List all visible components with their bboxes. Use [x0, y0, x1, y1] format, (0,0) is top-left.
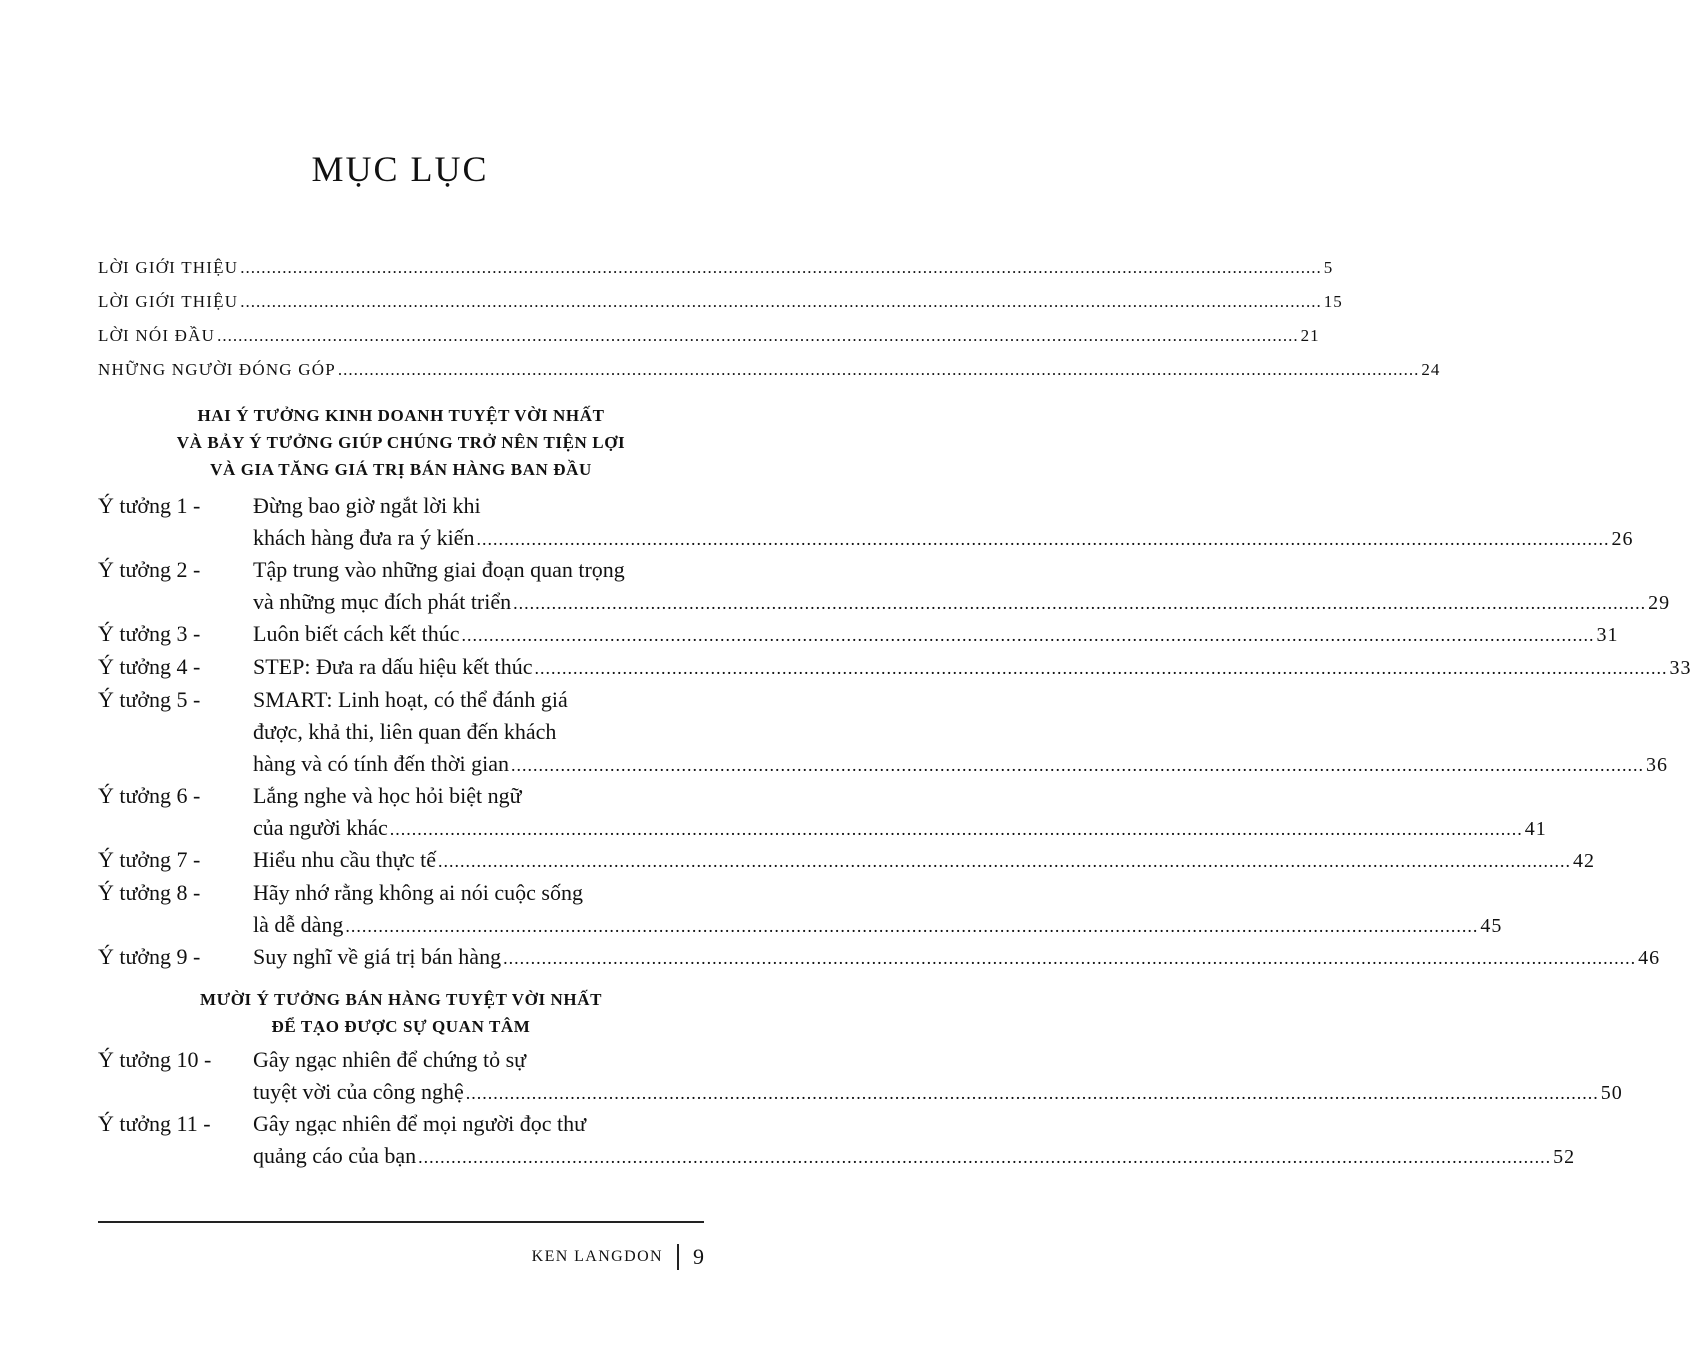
toc-page-number: 21 [1300, 326, 1320, 345]
toc-page-number: 33 [1669, 657, 1692, 679]
entry-title-line: Hiểu nhu cầu thực tế [253, 847, 436, 872]
toc-entry [98, 1107, 1576, 1171]
entry-title-line: tuyệt vời của công nghệ [253, 1079, 464, 1104]
entry-title-line: Gây ngạc nhiên để mọi người đọc thư [253, 1111, 587, 1136]
entry-title-line: STEP: Đưa ra dấu hiệu kết thúc [253, 654, 533, 679]
dot-leader [390, 813, 1523, 846]
idea-number: Ý tưởng 4 - [98, 654, 201, 679]
entry-title-line: Luôn biết cách kết thúc [253, 621, 460, 646]
footer-page-number: 9 [693, 1244, 704, 1269]
section-1-entries [98, 489, 1692, 973]
toc-entry [98, 843, 1595, 876]
toc-entry [98, 617, 1619, 650]
entry-title-line: Lắng nghe và học hỏi biệt ngữ [253, 783, 522, 808]
toc-entry [98, 940, 1661, 973]
toc-page-number: 31 [1596, 624, 1619, 646]
entry-title-line: quảng cáo của bạn [253, 1143, 417, 1168]
toc-page-number: 5 [1323, 258, 1334, 277]
toc-page-number: 15 [1323, 292, 1343, 311]
idea-number: Ý tưởng 1 - [98, 493, 201, 518]
entry-title-line: là dễ dàng [253, 912, 344, 937]
toc-entry [98, 650, 1692, 683]
toc-entry [98, 876, 1503, 940]
idea-number: Ý tưởng 8 - [98, 880, 201, 905]
entry-title-line: Hãy nhớ rằng không ai nói cuộc sống [253, 880, 583, 905]
dot-leader [345, 910, 1478, 943]
entry-title-line: Gây ngạc nhiên để chứng tỏ sự [253, 1047, 527, 1072]
entry-title-line: của người khác [253, 815, 388, 840]
section-heading-1 [98, 402, 704, 483]
dot-leader [503, 942, 1636, 975]
toc-front-entry [98, 360, 1441, 394]
toc-entry [98, 553, 1671, 617]
section-heading-line: MƯỜI Ý TƯỞNG BÁN HÀNG TUYỆT VỜI NHẤT [199, 990, 603, 1009]
toc-entry [98, 489, 1634, 553]
entry-title-line: và những mục đích phát triển [253, 589, 512, 614]
toc-entry [98, 683, 1669, 779]
toc-entry [98, 779, 1547, 843]
idea-number: Ý tưởng 6 - [98, 783, 201, 808]
toc-front-label: LỜI NÓI ĐẦU [98, 326, 216, 345]
footer-divider [677, 1244, 679, 1270]
entry-title-line: SMART: Linh hoạt, có thể đánh giá [253, 687, 568, 712]
toc-front-label: LỜI GIỚI THIỆU [98, 258, 239, 277]
entry-title-line: Suy nghĩ về giá trị bán hàng [253, 944, 502, 969]
footer-author: KEN LANGDON [531, 1248, 663, 1265]
idea-number: Ý tưởng 11 - [98, 1111, 211, 1136]
toc-page-number: 52 [1553, 1146, 1576, 1168]
toc-page-number: 45 [1480, 915, 1503, 937]
toc-page-number: 36 [1646, 754, 1669, 776]
toc-front-entry [98, 258, 1334, 292]
toc-entry [98, 1043, 1623, 1107]
dot-leader [240, 258, 1322, 278]
dot-leader [438, 845, 1571, 878]
section-heading-line: HAI Ý TƯỞNG KINH DOANH TUYỆT VỜI NHẤT [197, 406, 605, 425]
front-matter-list [98, 258, 1441, 394]
dot-leader [466, 1077, 1599, 1110]
idea-number: Ý tưởng 2 - [98, 557, 201, 582]
section-heading-2 [98, 986, 704, 1040]
idea-number: Ý tưởng 7 - [98, 847, 201, 872]
idea-number: Ý tưởng 3 - [98, 621, 201, 646]
dot-leader [513, 587, 1646, 620]
page-footer [532, 1244, 704, 1270]
idea-number: Ý tưởng 10 - [98, 1047, 212, 1072]
dot-leader [217, 326, 1299, 346]
entry-title-line: Đừng bao giờ ngắt lời khi [253, 493, 481, 518]
page-title: MỤC LỤC [311, 149, 489, 189]
idea-number: Ý tưởng 9 - [98, 944, 201, 969]
section-heading-line: VÀ BẢY Ý TƯỞNG GIÚP CHÚNG TRỞ NÊN TIỆN LỢI [176, 433, 626, 452]
section-2-entries [98, 1043, 1623, 1171]
section-heading-line: VÀ GIA TĂNG GIÁ TRỊ BÁN HÀNG BAN ĐẦU [210, 460, 592, 479]
toc-page-number: 50 [1600, 1082, 1623, 1104]
toc-page-number: 41 [1524, 818, 1547, 840]
entry-title-line: được, khả thi, liên quan đến khách [253, 719, 557, 744]
dot-leader [418, 1141, 1551, 1174]
section-heading-line: ĐỂ TẠO ĐƯỢC SỰ QUAN TÂM [271, 1017, 531, 1036]
idea-number: Ý tưởng 5 - [98, 687, 201, 712]
dot-leader [240, 292, 1322, 312]
dot-leader [338, 360, 1420, 380]
dot-leader [476, 523, 1609, 556]
toc-page-number: 46 [1638, 947, 1661, 969]
dot-leader [535, 652, 1668, 685]
entry-title-line: Tập trung vào những giai đoạn quan trọng [253, 557, 625, 582]
toc-front-entry [98, 292, 1343, 326]
toc-page-number: 26 [1611, 528, 1634, 550]
toc-front-label: NHỮNG NGƯỜI ĐÓNG GÓP [98, 360, 336, 379]
entry-title-line: khách hàng đưa ra ý kiến [253, 525, 475, 550]
toc-page-number: 29 [1648, 592, 1671, 614]
toc-page-number: 42 [1572, 850, 1595, 872]
dot-leader [461, 619, 1594, 652]
toc-page-number: 24 [1421, 360, 1441, 379]
entry-title-line: hàng và có tính đến thời gian [253, 751, 510, 776]
toc-front-label: LỜI GIỚI THIỆU [98, 292, 239, 311]
footer-rule [98, 1221, 704, 1223]
dot-leader [511, 749, 1644, 782]
toc-front-entry [98, 326, 1320, 360]
